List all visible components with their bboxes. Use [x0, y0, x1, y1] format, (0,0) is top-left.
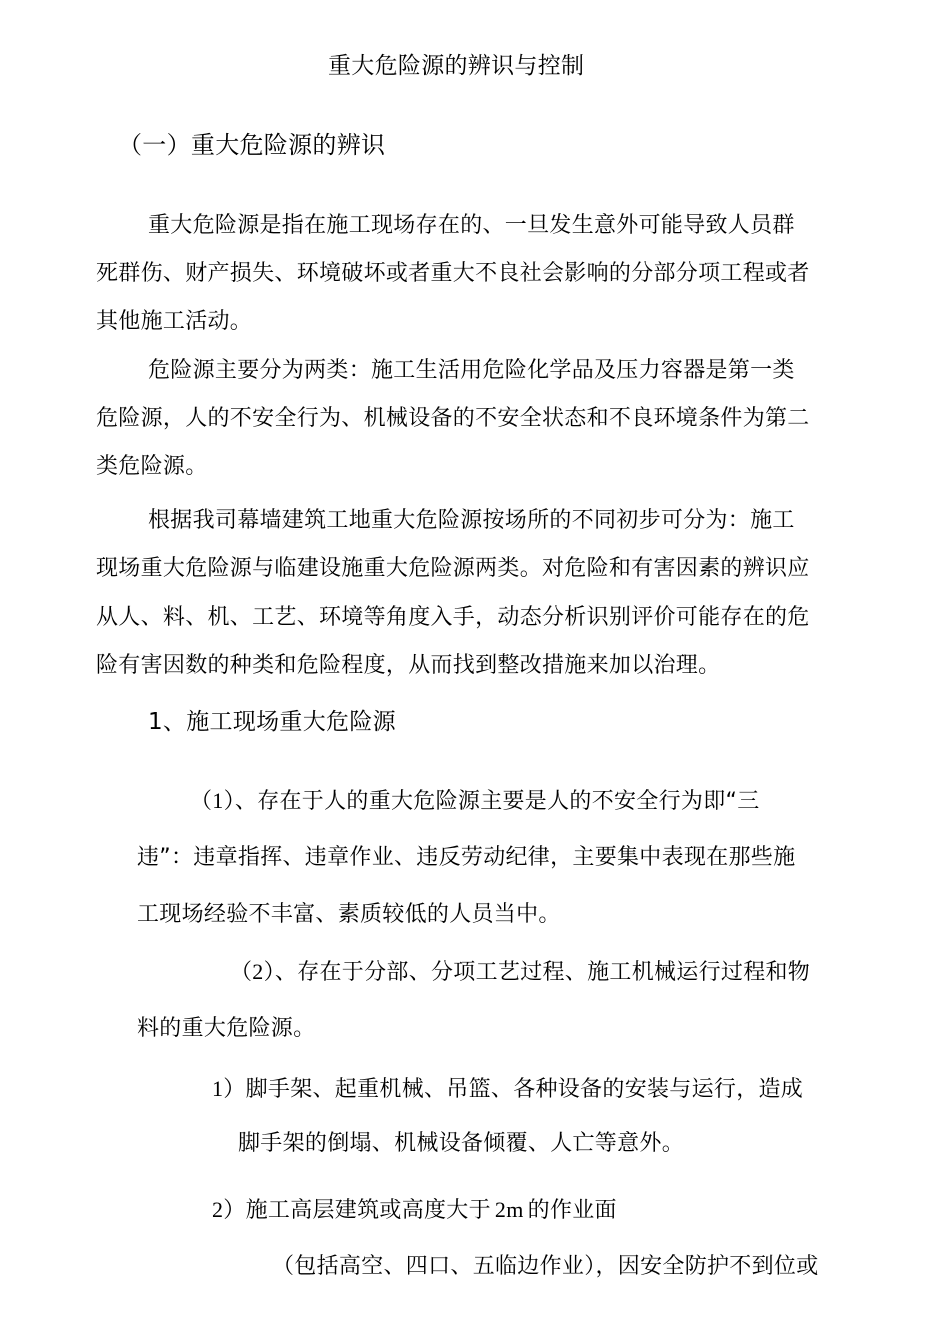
- sub-item-text-end: 的作业面: [527, 1198, 617, 1223]
- measurement-value: 2m: [494, 1197, 524, 1222]
- paragraph-line: 危险源主要分为两类：施工生活用危险化学品及压力容器是第一类: [148, 358, 795, 383]
- item-number: （2）: [230, 959, 275, 984]
- list-item-line: 料的重大危险源。: [137, 1016, 316, 1041]
- item-number: （1）: [190, 788, 235, 813]
- paragraph-line: 重大危险源是指在施工现场存在的、一旦发生意外可能导致人员群: [148, 213, 795, 238]
- sub-item-text: 施工高层建筑或高度大于: [245, 1198, 491, 1223]
- document-title: 重大危险源的辨识与控制: [328, 53, 585, 79]
- sub-item-number: 1）: [212, 1076, 246, 1101]
- paragraph-line: 类危险源。: [96, 454, 208, 479]
- list-item-line: 违”：违章指挥、违章作业、违反劳动纪律，主要集中表现在那些施: [137, 845, 796, 870]
- list-item-line: 工现场经验不丰富、素质较低的人员当中。: [137, 902, 561, 927]
- item-text: 、存在于分部、分项工艺过程、施工机械运行过程和物: [274, 960, 811, 985]
- sub-item-text: 脚手架、起重机械、吊篮、各种设备的安装与运行，造成: [245, 1077, 804, 1102]
- paragraph-line: 根据我司幕墙建筑工地重大危险源按场所的不同初步可分为：施工: [148, 508, 795, 533]
- section-heading: （一）重大危险源的辨识: [118, 131, 386, 159]
- sub-list-item-line: [212, 1195, 617, 1226]
- list-item-line: [230, 957, 810, 988]
- paragraph-line: 险有害因数的种类和危险程度，从而找到整改措施来加以治理。: [96, 653, 721, 678]
- sub-item-number: 2）: [212, 1197, 246, 1222]
- paragraph-line: 危险源，人的不安全行为、机械设备的不安全状态和不良环境条件为第二: [96, 406, 810, 431]
- item-text: 、存在于人的重大危险源主要是人的不安全行为即“三: [234, 789, 760, 814]
- list-item-line: [190, 786, 760, 817]
- paragraph-line: 从人、料、机、工艺、环境等角度入手，动态分析识别评价可能存在的危: [96, 605, 810, 630]
- sub-list-item-line: 脚手架的倒塌、机械设备倾覆、人亡等意外。: [238, 1131, 685, 1156]
- paragraph-line: 死群伤、财产损失、环境破坏或者重大不良社会影响的分部分项工程或者: [96, 261, 810, 286]
- paragraph-line: 现场重大危险源与临建设施重大危险源两类。对危险和有害因素的辨识应: [96, 556, 810, 581]
- sub-list-item-line: （包括高空、四口、五临边作业），因安全防护不到位或: [272, 1254, 819, 1279]
- sub-list-item-line: [212, 1074, 803, 1105]
- paragraph-line: 其他施工活动。: [96, 309, 253, 334]
- subsection-heading: 1、施工现场重大危险源: [148, 709, 396, 735]
